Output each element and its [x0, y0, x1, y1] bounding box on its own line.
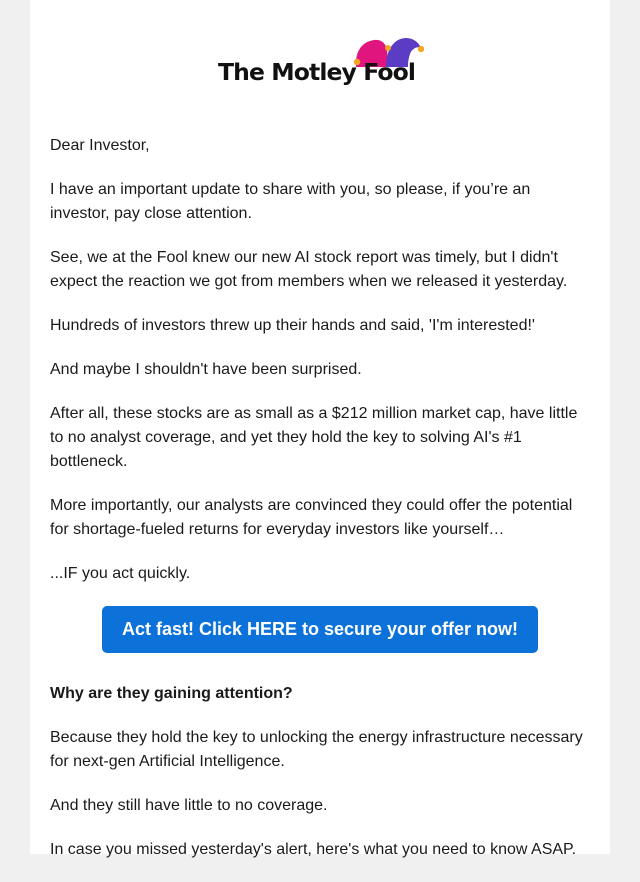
section-heading: Why are they gaining attention? [50, 685, 293, 702]
paragraph-6: More importantly, our analysts are convinced they could offer the potential for shortage-fueled returns for everyday investors like yourself… [50, 497, 573, 538]
email-body [30, 0, 610, 858]
offer-cta-button[interactable]: Act fast! Click HERE to secure your offer now! [102, 606, 538, 653]
paragraph-7: ...IF you act quickly. [50, 565, 191, 582]
section-paragraph-2: And they still have little to no coverage. [50, 797, 328, 814]
paragraph-5: After all, these stocks are as small as a $212 million market cap, have little to no analyst coverage, and yet they hold the key to solving AI's #1 bottleneck. [50, 405, 578, 470]
section-paragraph-1: Because they hold the key to unlocking the energy infrastructure necessary for next-gen Artificial Intelligence. [50, 729, 583, 770]
cta-container [50, 606, 590, 653]
paragraph-1: I have an important update to share with you, so please, if you’re an investor, pay close attention. [50, 181, 531, 222]
paragraph-3: Hundreds of investors threw up their hands and said, 'I'm interested!' [50, 317, 535, 334]
paragraph-4: And maybe I shouldn't have been surprised. [50, 361, 362, 378]
greeting: Dear Investor, [50, 137, 150, 154]
section-paragraph-3: In case you missed yesterday's alert, here's what you need to know ASAP. [50, 841, 577, 858]
logo-wordmark: The Motley Fool [218, 58, 416, 86]
motley-fool-logo[interactable] [218, 34, 428, 92]
email-content [50, 134, 590, 882]
paragraph-2: See, we at the Fool knew our new AI stock report was timely, but I didn't expect the reaction we got from members when we released it yesterday. [50, 249, 568, 290]
